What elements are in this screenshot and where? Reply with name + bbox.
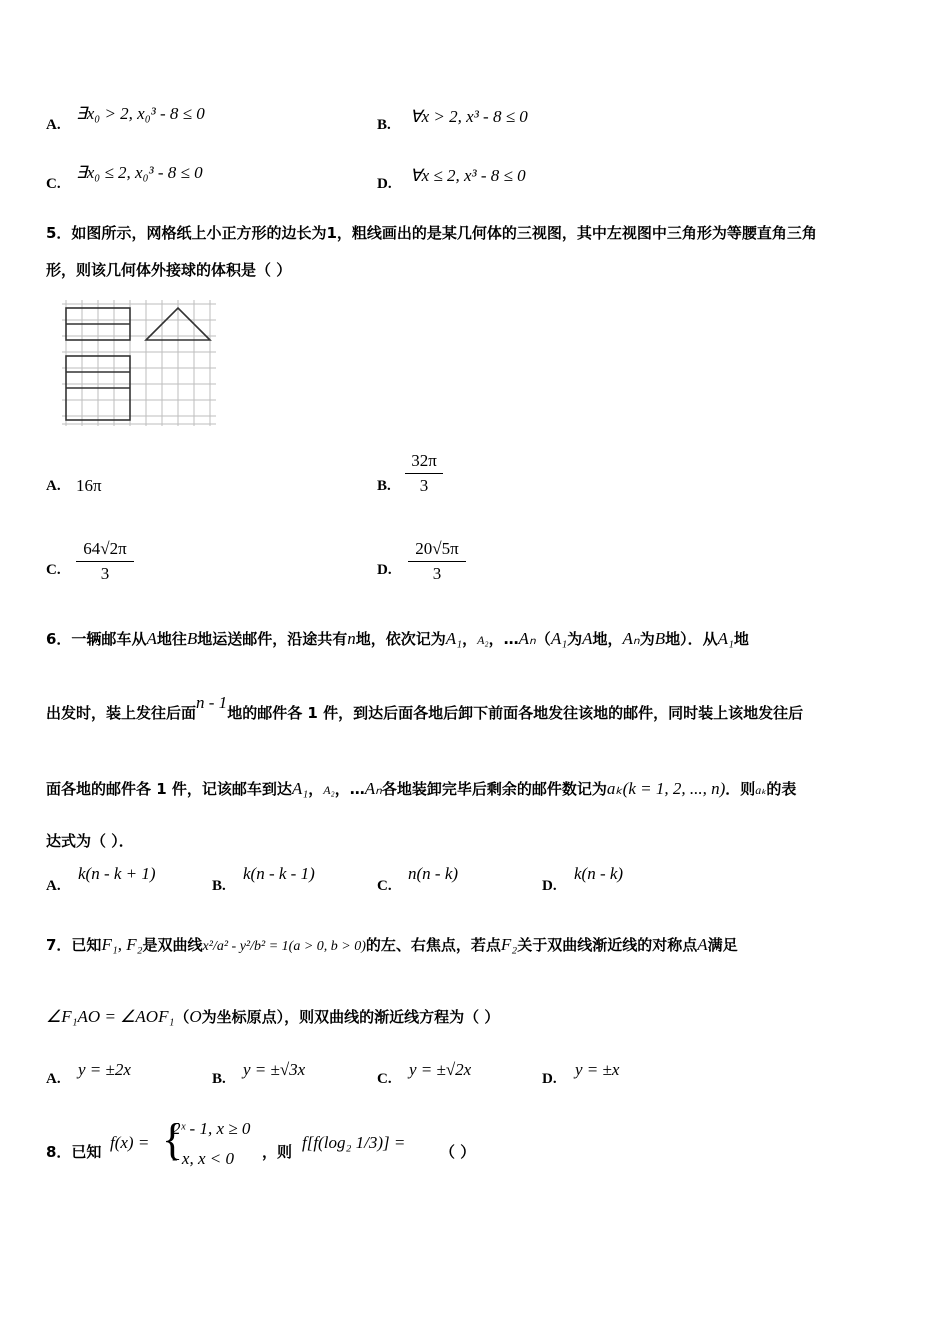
q7-option-c-label: C. [377,1071,392,1087]
q6-stem-line4: 达式为（ ）． [46,832,134,850]
q4-option-a-label: A. [46,117,61,133]
q7-stem-line2: ∠F₁AO = ∠AOF₁（O为坐标原点），则双曲线的渐近线方程为（ ） [46,1007,500,1026]
q8-answer-blank: （ ） [440,1143,476,1161]
q7-option-b-label: B. [212,1071,226,1087]
q4-option-c-label: C. [46,176,61,192]
q5-stem-line2: 形，则该几何体外接球的体积是（ ） [46,261,292,279]
q5-b-denominator: 3 [419,476,429,495]
q5-option-c-fraction [76,538,134,585]
q4-option-b-label: B. [377,117,391,133]
q7-stem-line1: 7．已知F₁, F₂是双曲线x²/a² - y²/b² = 1(a > 0, b > 0)的左、右焦点，若点F₂关于双曲线渐近线的对称点A满足 [46,935,738,954]
q8-function-name: f(x) = [110,1133,150,1152]
q5-b-numerator: 32π [411,451,437,470]
q6-option-b-expr: k(n - k - 1) [243,864,315,883]
q5-option-b-label: B. [377,478,391,494]
q5-option-d-fraction [408,538,466,585]
q5-c-numerator: 64√2π [83,539,127,558]
q5-stem-line1: 5．如图所示，网格纸上小正方形的边长为1，粗线画出的是某几何体的三视图，其中左视图中三角形为等腰直角三角 [46,224,817,242]
q8-composite-expr: f[f(log₂ 1/3)] = [302,1133,406,1152]
q8-case-1: 2ˣ - 1, x ≥ 0 [172,1119,251,1138]
q5-option-d-label: D. [377,562,392,578]
q7-option-b-expr: y = ±√3x [243,1060,306,1079]
q8-stem-mid: ，则 [262,1143,293,1161]
q6-option-c-label: C. [377,878,392,894]
q7-option-a-expr: y = ±2x [78,1060,131,1079]
q6-stem-line2: 出发时，装上发往后面n - 1地的邮件各 1 件，到达后面各地后卸下前面各地发往该地的邮件，同时装上该地发往后 [46,693,804,722]
q8-piecewise-brace: { [162,1115,184,1164]
q5-option-a-value: 16π [76,476,102,495]
q6-option-d-label: D. [542,878,557,894]
q4-option-b-expr: ∀x > 2, x³ - 8 ≤ 0 [410,107,528,126]
q5-c-denominator: 3 [100,564,110,583]
q7-option-c-expr: y = ±√2x [409,1060,472,1079]
q6-stem-line3: 面各地的邮件各 1 件，记该邮车到达A₁，A₂，…Aₙ各地装卸完毕后剩余的邮件数记为aₖ(k = 1, 2, ..., n)．则aₖ的表 [46,779,797,798]
three-view-grid-figure [58,300,220,428]
q6-option-b-label: B. [212,878,226,894]
q4-option-c-expr: ∃x₀ ≤ 2, x₀³ - 8 ≤ 0 [76,163,203,182]
q7-option-a-label: A. [46,1071,61,1087]
q6-option-d-expr: k(n - k) [574,864,624,883]
q4-option-d-label: D. [377,176,392,192]
q6-option-c-expr: n(n - k) [408,864,459,883]
q7-option-d-expr: y = ±x [575,1060,620,1079]
q4-option-a-expr: ∃x₀ > 2, x₀³ - 8 ≤ 0 [76,104,205,123]
q8-stem-prefix: 8．已知 [46,1143,102,1161]
q5-option-c-label: C. [46,562,61,578]
grid-lines [62,300,216,426]
q5-d-denominator: 3 [432,564,442,583]
q4-option-d-expr: ∀x ≤ 2, x³ - 8 ≤ 0 [410,166,526,185]
q6-option-a-label: A. [46,878,61,894]
q8-case-2: - x, x < 0 [172,1149,234,1168]
q7-option-d-label: D. [542,1071,557,1087]
q6-option-a-expr: k(n - k + 1) [78,864,156,883]
q5-option-b-fraction [405,450,443,497]
q5-option-a-label: A. [46,478,61,494]
q6-stem-line1: 6．一辆邮车从A地往B地运送邮件，沿途共有n地，依次记为A₁，A₂，…Aₙ（A₁为A地，Aₙ为B地）．从A₁地 [46,629,749,648]
q5-d-numerator: 20√5π [415,539,459,558]
